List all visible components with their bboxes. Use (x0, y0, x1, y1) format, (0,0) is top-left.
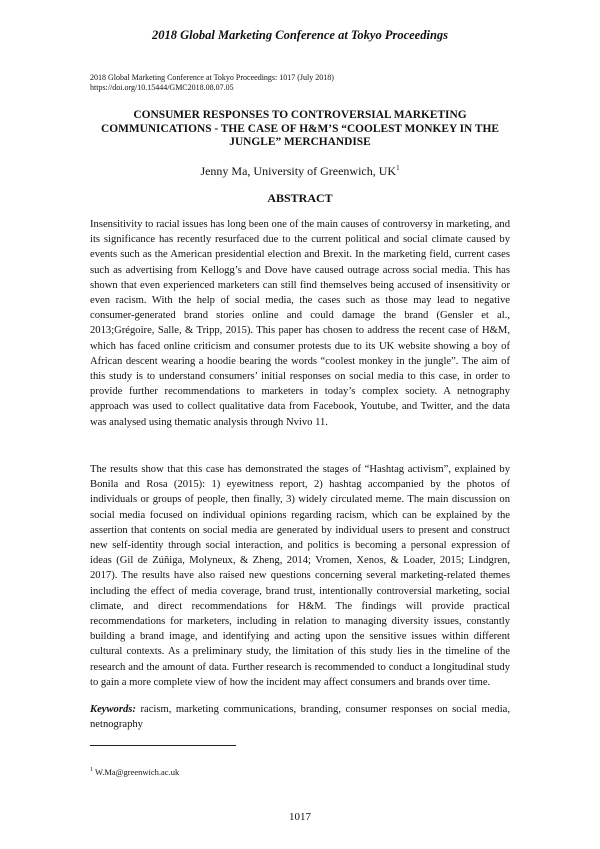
keywords-text: racism, marketing communications, branding, consumer responses on social media, netnography (90, 704, 510, 731)
citation-block (90, 73, 510, 93)
doi-link[interactable]: https://doi.org/10.15444/GMC2018.08.07.05 (90, 83, 234, 92)
author-line (90, 164, 510, 179)
abstract-heading: ABSTRACT (267, 191, 333, 205)
footnote-mark: 1 (90, 767, 93, 774)
author-email-link[interactable]: W.Ma@greenwich.ac.uk (94, 767, 180, 777)
footnote (90, 767, 510, 777)
paper-title: CONSUMER RESPONSES TO CONTROVERSIAL MARKETING COMMUNICATIONS - THE CASE OF H&M’S “COOLEST MONKEY IN THE JUNGLE” MERCHANDISE (101, 109, 499, 148)
footnote-divider (90, 745, 236, 746)
page-number: 1017 (289, 811, 311, 823)
citation-line: 2018 Global Marketing Conference at Tokyo Proceedings: 1017 (July 2018) (90, 73, 334, 82)
abstract-paragraph: Insensitivity to racial issues has long been one of the main causes of controversy in marketing, and its significance has recently resurfaced due to the current political and social climate caused by events such as the American presidential election and Brexit. In the marketing field, current cases such as advertising from Kellogg’s and Dove have caused outrage across social media. This has shown that even experienced marketers can still find themselves being accused of insensitivity or even racism. With the help of social media, the cases such as those may lead to negative consumer-generated brand stories online and could damage the brand (Gensler et al., 2013;Grégoire, Salle, & Tripp, 2015). This paper has chosen to address the recent case of H&M, which has faced online criticism and consumer protests due to its UK website showing a boy of African descent wearing a hoodie bearing the words “coolest monkey in the jungle”. The aim of this study is to understand consumers’ initial responses on social media to this case, in order to provide further recommendations to marketers in today’s complex society. A netnography approach was used to collect qualitative data from Facebook, Youtube, and Twitter, and the data was analysed using thematic analysis through Nvivo 11. (90, 219, 510, 428)
author-name: Jenny Ma, University of Greenwich, UK (200, 164, 397, 178)
footnote-marker[interactable]: 1 (396, 164, 400, 172)
running-header: 2018 Global Marketing Conference at Tokyo Proceedings (151, 28, 449, 42)
keywords (90, 702, 510, 732)
keywords-label: Keywords: (90, 704, 136, 715)
abstract-paragraph: The results show that this case has demonstrated the stages of “Hashtag activism”, explained by Bonila and Rosa (2015): 1) eyewitness report, 2) hashtag accompanied by the photos of individuals or groups of people, then finally, 3) widely circulated meme. The main discussion on social media focused on individual opinions regarding racism, which can be explained by the assertion that contents on social media are generated by individual users to present and construct new self-identity through social interaction, and politics is becoming a personal expression of ideas (Gil de Zúñiga, Molyneux, & Zheng, 2014; Vromen, Xenos, & Loader, 2015; Lindgren, 2017). The results have also raised new questions concerning several marketing-related themes including the effect of media coverage, brand trust, intentionally controversial marketing, social climate, and direct recommendations for H&M. The findings will provide practical recommendations for marketers, including in relation to managing diversity issues, constantly building a brand image, and identifying and acting upon the sensitive issues within different cultural contexts. As a preliminary study, the limitation of this study lies in the timeline of the research and the amount of data. Further research is recommended to conduct a longitudinal study to gain a more complete view of how the incident may affect consumers and brands over time. (90, 464, 510, 688)
